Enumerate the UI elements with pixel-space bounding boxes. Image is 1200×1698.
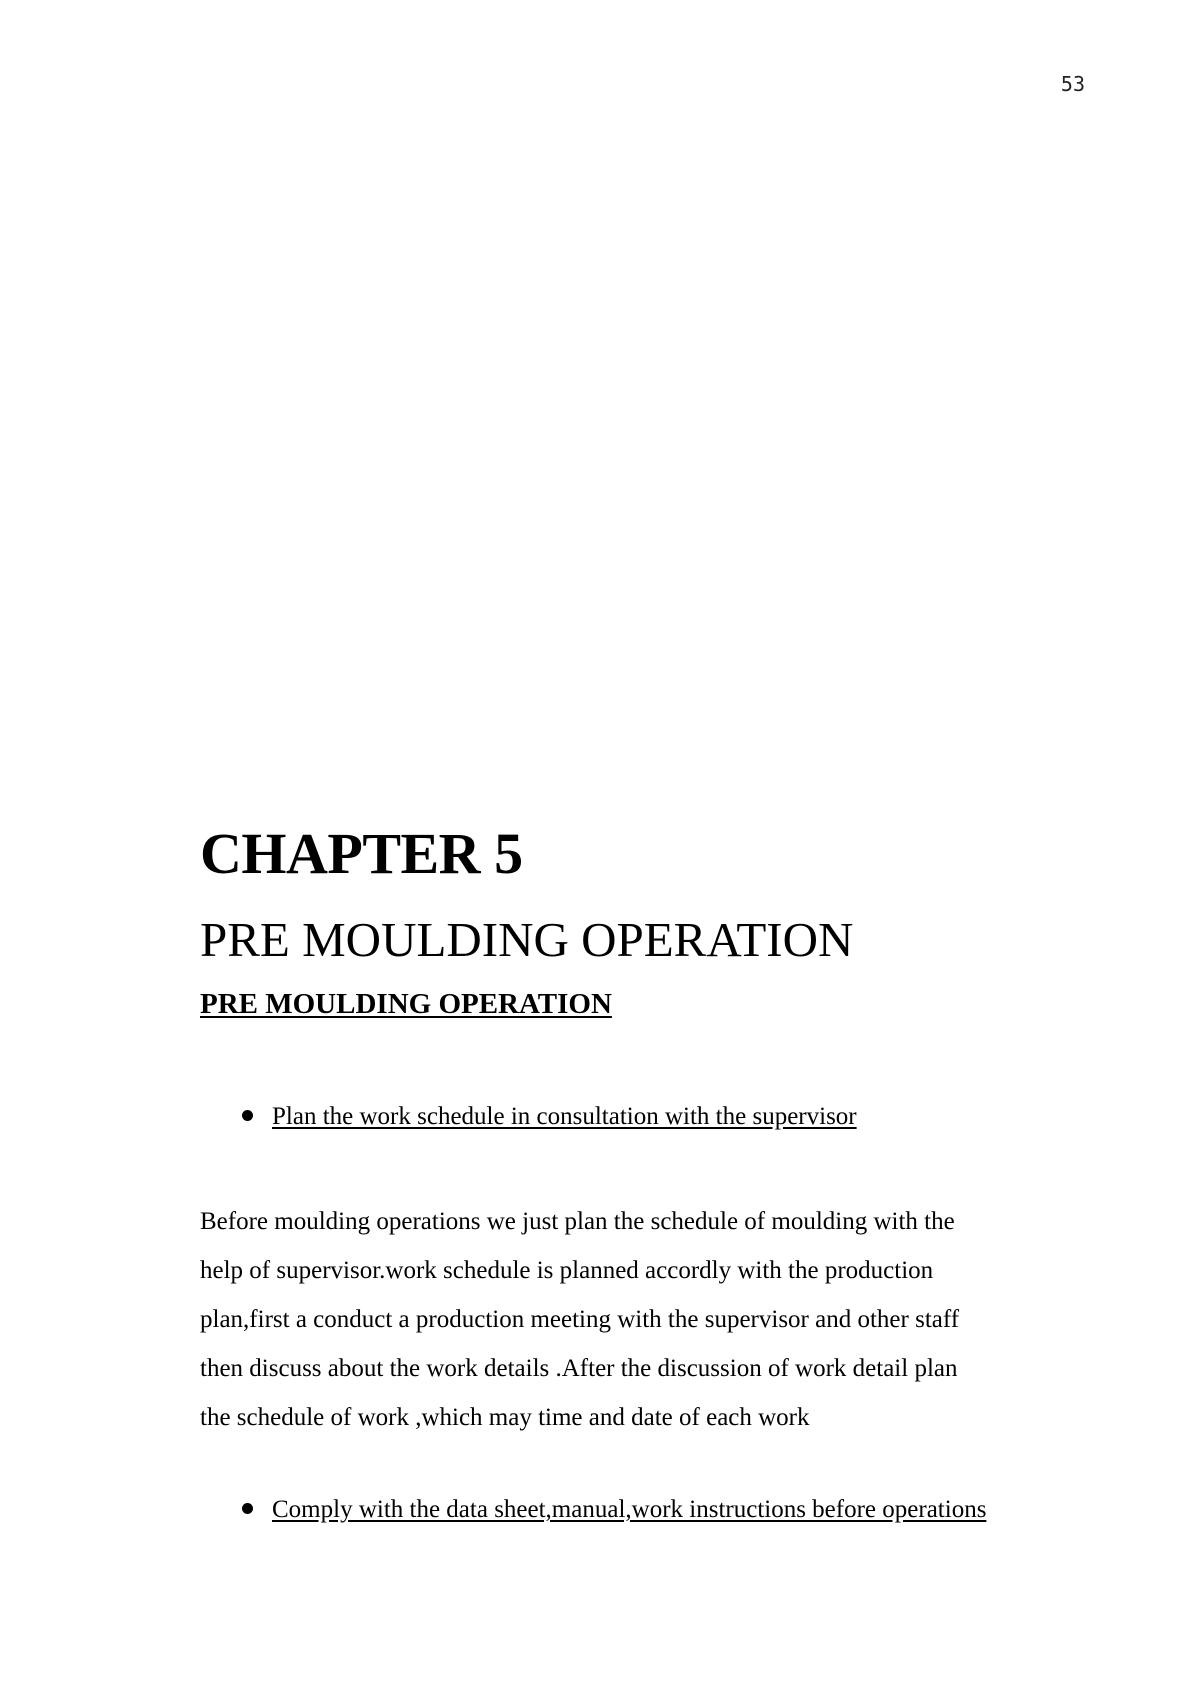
body-paragraph [200,1197,1100,1442]
chapter-heading: CHAPTER 5 [200,821,523,886]
chapter-title: PRE MOULDING OPERATION [200,912,854,967]
bullet-item [242,1104,857,1129]
bullet-text: Plan the work schedule in consultation with the supervisor [272,1103,857,1130]
paragraph-line: plan,first a conduct a production meeting with the supervisor and other staff [200,1306,960,1333]
bullet-item [242,1497,986,1522]
section-title: PRE MOULDING OPERATION [200,988,612,1020]
bullet-dot-icon [242,1503,253,1514]
paragraph-line: the schedule of work ,which may time and date of each work [200,1404,810,1431]
page-number: 53 [1060,72,1085,96]
bullet-dot-icon [242,1110,253,1121]
paragraph-line: Before moulding operations we just plan the schedule of moulding with the [200,1208,955,1235]
paragraph-line: then discuss about the work details .After the discussion of work detail plan [200,1355,958,1382]
paragraph-line: help of supervisor.work schedule is planned accordly with the production [200,1257,934,1284]
bullet-text: Comply with the data sheet,manual,work instructions before operations [272,1496,987,1523]
